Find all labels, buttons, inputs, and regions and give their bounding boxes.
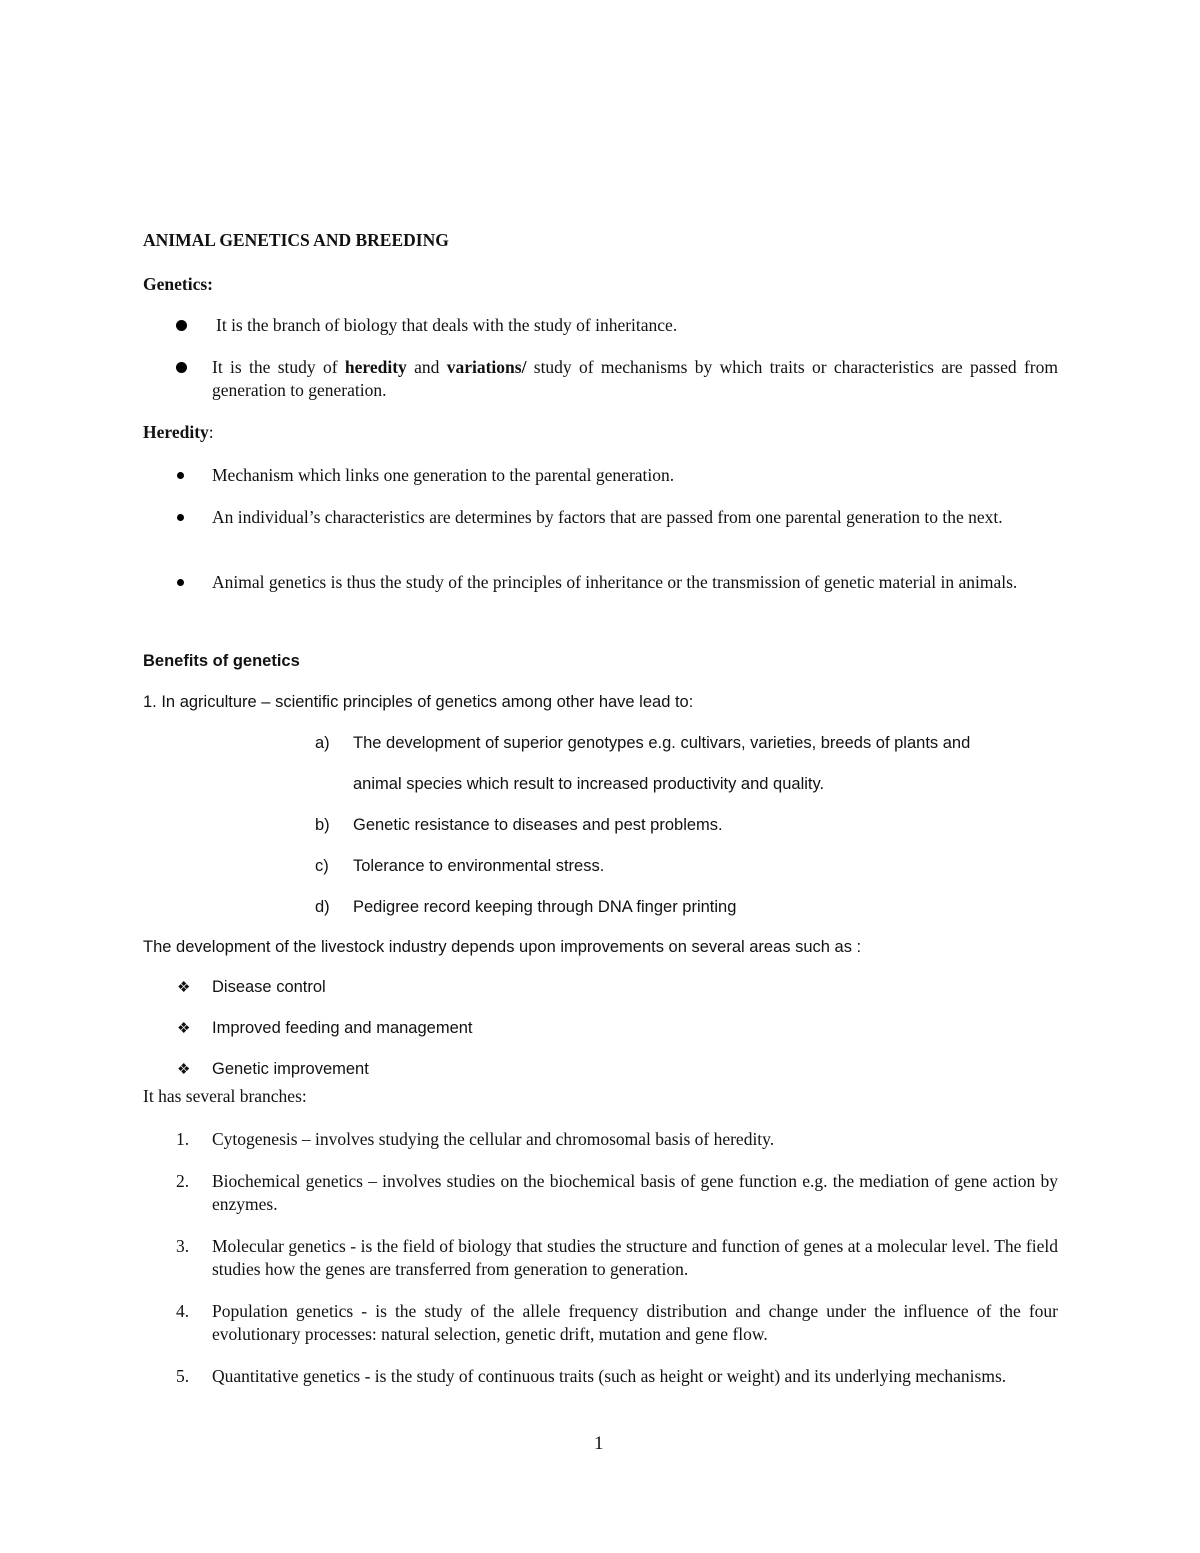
bullet-icon [177,579,184,586]
branch-item: Population genetics - is the study of the allele frequency distribution and change under the influence of the four evolutionary processes: natural selection, genetic drift, mutation and gene flow. [212,1301,1058,1344]
four-diamond-icon: ❖ [177,1021,191,1037]
benefits-intro: 1. In agriculture – scientific principles of genetics among other have lead to: [143,693,694,711]
benefits-heading: Benefits of genetics [143,652,300,670]
heredity-bullet-2: An individual’s characteristics are determines by factors that are passed from one parental generation to the next. [212,507,1003,527]
benefit-letter: a) [315,734,330,752]
document-title: ANIMAL GENETICS AND BREEDING [143,230,449,250]
branch-number: 5. [176,1366,190,1386]
benefit-letter: c) [315,857,329,875]
four-diamond-icon: ❖ [177,980,191,996]
livestock-item: Improved feeding and management [212,1019,473,1037]
livestock-item: Genetic improvement [212,1060,369,1078]
genetics-bullet-1: It is the branch of biology that deals with the study of inheritance. [216,315,678,335]
branch-item: Molecular genetics - is the field of biology that studies the structure and function of genes at a molecular level. The field studies how the genes are transferred from generation to generation. [212,1236,1058,1279]
branch-item: Cytogenesis – involves studying the cellular and chromosomal basis of heredity. [212,1129,775,1149]
page-number: 1 [594,1433,604,1454]
heredity-bullet-3: Animal genetics is thus the study of the principles of inheritance or the transmission of genetic material in animals. [212,572,1018,592]
bullet-icon [177,514,184,521]
branches-intro: It has several branches: [143,1086,307,1106]
branch-number: 4. [176,1301,190,1321]
branch-number: 1. [176,1129,190,1149]
benefit-a-line2: animal species which result to increased productivity and quality. [353,775,825,793]
genetics-heading: Genetics: [143,274,213,294]
heredity-bullet-1: Mechanism which links one generation to the parental generation. [212,465,675,485]
four-diamond-icon: ❖ [177,1062,191,1078]
term-heredity: heredity [344,357,407,377]
bullet-icon [176,320,187,331]
genetics-bullet-2: It is the study of heredity and variations/ study of mechanisms by which traits or characteristics are passed from generation to generation. [212,357,1058,400]
term-variations: variations/ [446,357,527,377]
benefit-letter: b) [315,816,330,834]
livestock-item: Disease control [212,978,326,996]
bullet-icon [177,472,184,479]
benefit-b: Genetic resistance to diseases and pest problems. [353,816,723,834]
benefit-d: Pedigree record keeping through DNA finger printing [353,898,737,916]
benefit-letter: d) [315,898,330,916]
heredity-heading: Heredity: [143,422,214,442]
branch-number: 2. [176,1171,190,1191]
benefit-a-line1: The development of superior genotypes e.g. cultivars, varieties, breeds of plants and [353,734,971,752]
livestock-intro: The development of the livestock industry depends upon improvements on several areas such as : [143,938,862,956]
branch-item: Biochemical genetics – involves studies on the biochemical basis of gene function e.g. the mediation of gene action by enzymes. [212,1171,1058,1214]
bullet-icon [176,362,187,373]
benefit-c: Tolerance to environmental stress. [353,857,605,875]
branch-item: Quantitative genetics - is the study of continuous traits (such as height or weight) and its underlying mechanisms. [212,1366,1007,1386]
branch-number: 3. [176,1236,190,1256]
